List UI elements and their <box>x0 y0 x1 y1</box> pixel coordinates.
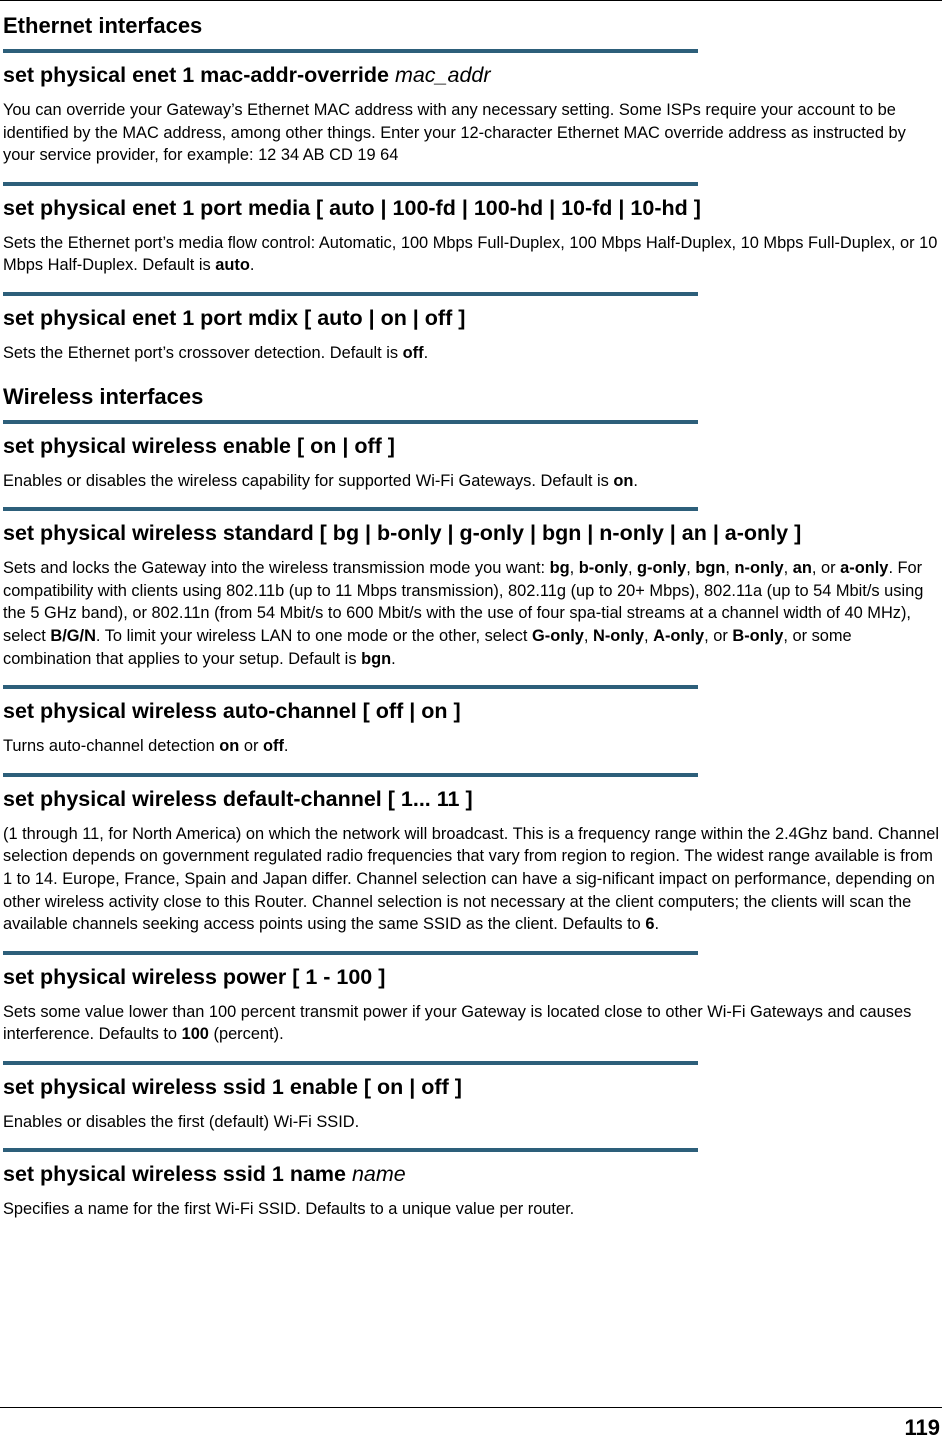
section-heading-wireless: Wireless interfaces <box>3 383 204 409</box>
desc-text: Sets and locks the Gateway into the wireless transmission mode you want: <box>3 559 550 578</box>
mode-option: g-only <box>637 559 687 578</box>
desc-text: , or <box>811 559 841 578</box>
default-value: on <box>613 471 634 490</box>
default-value: 6 <box>645 915 655 934</box>
desc-text: , <box>583 626 593 645</box>
command-title-port-media: set physical enet 1 port media [ auto | 100-fd | 100-hd | 10-fd | 10-hd ] <box>3 195 701 220</box>
mode-option: B/G/N <box>50 626 96 645</box>
desc-text: Sets the Ethernet port’s crossover detection. Default is <box>3 343 403 362</box>
mode-option: bg <box>549 559 570 578</box>
section-rule <box>3 773 698 777</box>
mode-option: b-only <box>578 559 628 578</box>
command-description-auto-channel <box>3 735 939 758</box>
desc-text: , or <box>704 626 733 645</box>
default-value: 100 <box>181 1025 209 1044</box>
command-description-default-channel <box>3 823 939 936</box>
desc-text: . For compatibility with clients using 802.11b (up to 11 Mbps transmission), 802.11g (up to 20+ Mbps), 802.11a (up to 54 Mbit/s using the 5 GHz band), or 802.11n (from 54 Mbit/s to 600 Mbit/s with the use of four spa-tial streams at a channel width of 40 MHz), select <box>3 559 924 645</box>
section-rule <box>3 420 698 424</box>
mode-option: n-only <box>734 559 784 578</box>
desc-text: . <box>391 649 396 668</box>
command-title-ssid-enable: set physical wireless ssid 1 enable [ on | off ] <box>3 1074 462 1099</box>
desc-text: Sets the Ethernet port’s media flow control: Automatic, 100 Mbps Full-Duplex, 100 Mbps Half-Duplex, 10 Mbps Full-Duplex, or 10 Mbps Half-Duplex. Default is <box>3 233 938 275</box>
desc-text: (percent). <box>208 1025 284 1044</box>
desc-text: . <box>249 256 255 275</box>
command-title-wireless-standard: set physical wireless standard [ bg | b-only | g-only | bgn | n-only | an | a-only ] <box>3 521 802 546</box>
option-value: on <box>219 737 240 756</box>
desc-text: or <box>239 737 263 756</box>
command-description-wireless-enable <box>3 470 939 493</box>
command-title-mac-addr-override <box>3 61 939 89</box>
command-description-wireless-standard <box>3 557 939 670</box>
section-rule <box>3 507 698 511</box>
desc-text: , or some combination that applies to your setup. Default is <box>3 626 852 668</box>
desc-text: . <box>283 737 289 756</box>
section-heading-ethernet: Ethernet interfaces <box>3 13 203 38</box>
command-description-wireless-power <box>3 1001 939 1046</box>
top-border <box>0 0 942 1</box>
section-rule <box>3 951 698 955</box>
desc-text: , <box>644 626 654 645</box>
page-number: 119 <box>904 1415 940 1440</box>
section-rule <box>3 182 698 186</box>
mode-option: a-only <box>840 559 889 578</box>
desc-text: Sets some value lower than 100 percent transmit power if your Gateway is located close to other Wi-Fi Gateways and causes interference. Defaults to <box>3 1002 912 1044</box>
desc-text: . To limit your wireless LAN to one mode or the other, select <box>95 626 532 645</box>
desc-text: . <box>633 471 638 490</box>
default-value: off <box>402 343 424 362</box>
desc-text: Enables or disables the wireless capability for supported Wi-Fi Gateways. Default is <box>3 471 614 490</box>
command-title-wireless-power: set physical wireless power [ 1 - 100 ] <box>3 964 386 989</box>
command-description-ssid-enable: Enables or disables the first (default) Wi-Fi SSID. <box>3 1112 360 1131</box>
mode-option: an <box>792 559 812 578</box>
default-value: auto <box>215 256 250 275</box>
desc-text: , <box>725 559 735 578</box>
desc-text: , <box>686 559 696 578</box>
mode-option: N-only <box>593 626 644 645</box>
mode-option: B-only <box>732 626 784 645</box>
command-description-mac-addr-override: You can override your Gateway’s Ethernet MAC address with any necessary setting. Some ISPs require your account to be identified by the MAC address, among other things. Enter your 12-character Ethernet MAC override address as instructed by your service provider, for example: 12 34 AB CD 19 64 <box>3 101 906 165</box>
command-title-wireless-enable: set physical wireless enable [ on | off ] <box>3 433 395 458</box>
command-title-default-channel: set physical wireless default-channel [ 1... 11 ] <box>3 786 473 811</box>
section-rule <box>3 1061 698 1065</box>
desc-text: , <box>783 559 793 578</box>
desc-text: Turns auto-channel detection <box>3 737 220 756</box>
desc-text: . <box>423 343 429 362</box>
command-description-port-media <box>3 232 939 277</box>
command-description-ssid-name: Specifies a name for the first Wi-Fi SSID. Defaults to a unique value per router. <box>3 1200 575 1219</box>
mode-option: bgn <box>695 559 726 578</box>
command-argument: mac_addr <box>394 63 491 87</box>
desc-text: , <box>627 559 638 578</box>
command-argument: name <box>351 1162 406 1187</box>
command-title-ssid-name <box>3 1160 939 1188</box>
command-description-port-mdix <box>3 342 939 365</box>
section-rule <box>3 49 698 53</box>
command-text: set physical enet 1 mac-addr-override <box>3 63 395 87</box>
section-rule <box>3 1148 698 1152</box>
page-content <box>3 12 939 1221</box>
command-title-auto-channel: set physical wireless auto-channel [ off | on ] <box>3 699 461 724</box>
option-value: off <box>262 737 284 756</box>
section-rule <box>3 292 698 296</box>
mode-option: A-only <box>653 626 705 645</box>
section-rule <box>3 685 698 689</box>
desc-text: , <box>569 559 579 578</box>
mode-option: G-only <box>531 626 584 645</box>
desc-text: (1 through 11, for North America) on which the network will broadcast. This is a frequency range within the 2.4Ghz band. Channel selection depends on government regulated radio frequencies that vary from region to region. The widest range available is from 1 to 14. Europe, France, Spain and Japan differ. Channel selection can have a sig-nificant impact on performance, depending on other wireless activity close to this Router. Channel selection is not necessary at the client computers; the clients will scan the available channels seeking access points using the same SSID as the client. Defaults to <box>3 824 939 934</box>
desc-text: . <box>654 915 660 934</box>
default-value: bgn <box>361 649 392 668</box>
footer-rule <box>0 1407 942 1408</box>
command-title-port-mdix: set physical enet 1 port mdix [ auto | on | off ] <box>3 305 466 330</box>
command-text: set physical wireless ssid 1 name <box>3 1162 352 1187</box>
